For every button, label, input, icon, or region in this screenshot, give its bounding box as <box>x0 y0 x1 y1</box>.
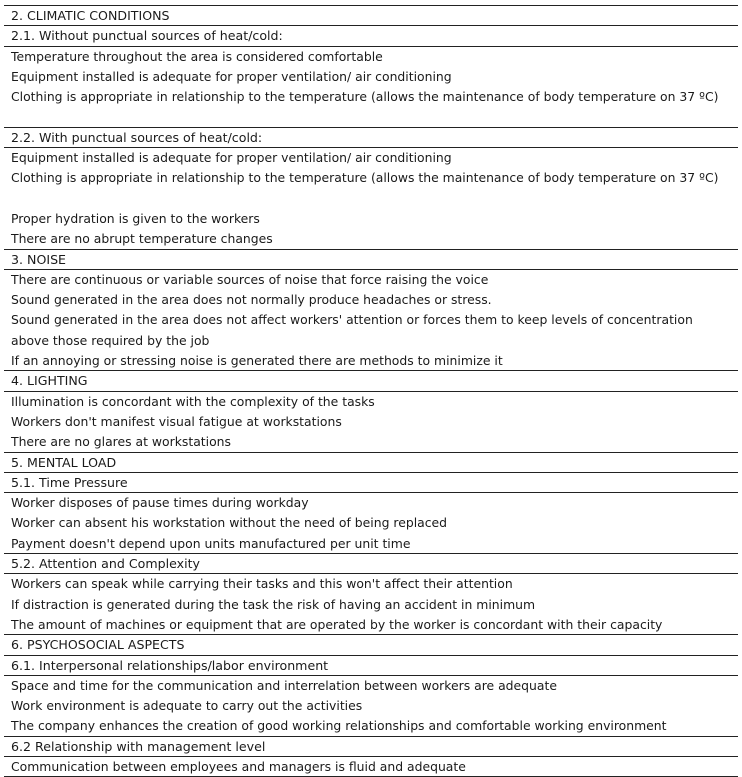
checklist-item: The company enhances the creation of good working relationships and comfortable working environment <box>4 716 738 736</box>
section-heading: 5. MENTAL LOAD <box>4 453 738 473</box>
checklist-item: Temperature throughout the area is considered comfortable <box>11 48 383 64</box>
subsection-heading: 6.2 Relationship with management level <box>4 737 738 757</box>
checklist-item: There are continuous or variable sources of noise that force raising the voice <box>11 271 489 287</box>
section-heading: 3. NOISE <box>4 250 738 270</box>
checklist-item: Sound generated in the area does not normally produce headaches or stress. <box>11 292 492 308</box>
subsection-heading: 2.1. Without punctual sources of heat/cold: <box>4 26 738 46</box>
checklist-item: Communication between employees and managers is fluid and adequate <box>4 757 738 777</box>
section-heading: 4. LIGHTING <box>4 371 738 391</box>
checklist-item: Work environment is adequate to carry out the activities <box>11 698 363 714</box>
checklist-item: Sound generated in the area does not affect workers' attention or forces them to keep levels of concentration above those required by the job <box>11 312 693 348</box>
subsection-heading: 5.2. Attention and Complexity <box>4 554 738 574</box>
checklist-item: There are no glares at workstations <box>4 432 738 452</box>
checklist-item: Space and time for the communication and interrelation between workers are adequate <box>11 677 557 693</box>
checklist-item: Worker can absent his workstation without the need of being replaced <box>11 515 448 531</box>
checklist-item: There are no abrupt temperature changes <box>4 229 738 249</box>
checklist-item: Workers can speak while carrying their tasks and this won't affect their attention <box>11 576 513 592</box>
checklist-item: Payment doesn't depend upon units manufactured per unit time <box>4 534 738 554</box>
checklist-item: Workers don't manifest visual fatigue at workstations <box>11 413 342 429</box>
subsection-heading: 5.1. Time Pressure <box>4 473 738 493</box>
section-heading: 6. PSYCHOSOCIAL ASPECTS <box>4 635 738 655</box>
checklist-item: Clothing is appropriate in relationship to the temperature (allows the maintenance of body temperature on 37 ºC) <box>11 170 719 186</box>
checklist-item: Proper hydration is given to the workers <box>11 210 260 226</box>
checklist-item: Worker disposes of pause times during workday <box>11 495 309 511</box>
checklist-item: Illumination is concordant with the complexity of the tasks <box>11 393 375 409</box>
subsection-heading: 6.1. Interpersonal relationships/labor environment <box>4 656 738 676</box>
subsection-heading: 2.2. With punctual sources of heat/cold: <box>4 128 738 148</box>
checklist-item: Clothing is appropriate in relationship to the temperature (allows the maintenance of body temperature on 37 ºC) <box>4 87 738 128</box>
checklist-item: Equipment installed is adequate for proper ventilation/ air conditioning <box>11 150 452 166</box>
checklist-item: Equipment installed is adequate for proper ventilation/ air conditioning <box>11 68 452 84</box>
checklist-table <box>4 5 738 777</box>
checklist-item: If an annoying or stressing noise is generated there are methods to minimize it <box>4 351 738 371</box>
checklist-item: If distraction is generated during the task the risk of having an accident in minimum <box>11 596 536 612</box>
checklist-item: The amount of machines or equipment that are operated by the worker is concordant with their capacity <box>4 615 738 635</box>
section-heading: 2. CLIMATIC CONDITIONS <box>4 6 738 26</box>
